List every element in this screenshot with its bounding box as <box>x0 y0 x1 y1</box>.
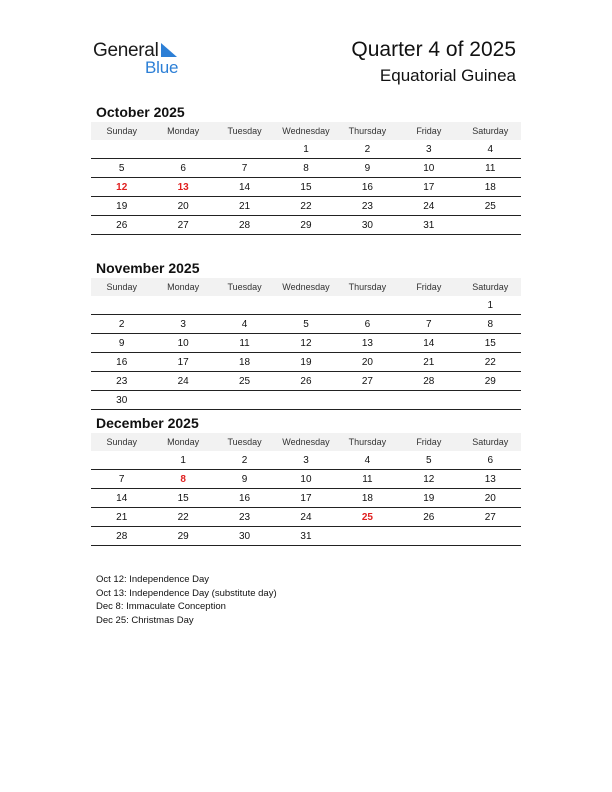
day-cell: 7 <box>398 315 459 334</box>
day-cell: 3 <box>275 451 336 470</box>
week-row <box>91 178 521 197</box>
holiday-note: Dec 8: Immaculate Conception <box>96 601 226 613</box>
day-cell: 20 <box>460 489 521 508</box>
weekday-header: Sunday <box>91 122 152 140</box>
day-cell: 23 <box>337 197 398 216</box>
weekday-header: Monday <box>152 278 213 296</box>
day-cell: 14 <box>398 334 459 353</box>
day-cell: 19 <box>91 197 152 216</box>
holiday-note: Oct 13: Independence Day (substitute day) <box>96 587 277 599</box>
week-row <box>91 451 521 470</box>
weekday-header: Tuesday <box>214 433 275 451</box>
day-cell: 8 <box>152 470 213 489</box>
day-cell: 23 <box>91 372 152 391</box>
day-cell: 17 <box>152 353 213 372</box>
day-cell: 27 <box>152 216 213 235</box>
day-cell: 5 <box>275 315 336 334</box>
empty-day-cell <box>460 527 521 546</box>
day-cell: 11 <box>214 334 275 353</box>
day-cell: 7 <box>214 159 275 178</box>
month-october <box>91 102 521 235</box>
day-cell: 28 <box>398 372 459 391</box>
day-cell: 20 <box>152 197 213 216</box>
day-cell: 25 <box>460 197 521 216</box>
weekday-header: Wednesday <box>275 122 336 140</box>
empty-day-cell <box>214 140 275 159</box>
day-cell: 30 <box>214 527 275 546</box>
day-cell: 1 <box>460 296 521 315</box>
month-title: December 2025 <box>96 415 199 431</box>
day-cell: 29 <box>152 527 213 546</box>
month-title: November 2025 <box>96 260 200 276</box>
day-cell: 13 <box>460 470 521 489</box>
empty-day-cell <box>337 296 398 315</box>
day-cell: 31 <box>275 527 336 546</box>
day-cell: 26 <box>275 372 336 391</box>
day-cell: 29 <box>460 372 521 391</box>
day-cell: 1 <box>152 451 213 470</box>
day-cell: 19 <box>275 353 336 372</box>
day-cell: 22 <box>460 353 521 372</box>
day-cell: 9 <box>214 470 275 489</box>
day-cell: 21 <box>398 353 459 372</box>
weekday-header: Saturday <box>460 278 521 296</box>
day-cell: 16 <box>337 178 398 197</box>
day-cell: 22 <box>275 197 336 216</box>
day-cell: 11 <box>337 470 398 489</box>
weekday-header: Monday <box>152 433 213 451</box>
day-cell: 29 <box>275 216 336 235</box>
day-cell: 21 <box>91 508 152 527</box>
day-cell: 6 <box>152 159 213 178</box>
empty-day-cell <box>275 296 336 315</box>
day-cell: 15 <box>460 334 521 353</box>
day-cell: 30 <box>337 216 398 235</box>
weekday-header: Friday <box>398 122 459 140</box>
weekday-header: Wednesday <box>275 433 336 451</box>
week-row <box>91 334 521 353</box>
day-cell: 8 <box>460 315 521 334</box>
weekday-header: Sunday <box>91 278 152 296</box>
day-cell: 8 <box>275 159 336 178</box>
empty-day-cell <box>91 296 152 315</box>
day-cell: 6 <box>337 315 398 334</box>
page-title: Quarter 4 of 2025 <box>351 38 516 61</box>
day-cell: 12 <box>275 334 336 353</box>
calendar-table <box>91 278 521 410</box>
month-december <box>91 413 521 546</box>
month-november <box>91 258 521 410</box>
empty-day-cell <box>398 391 459 410</box>
empty-day-cell <box>91 140 152 159</box>
day-cell: 27 <box>337 372 398 391</box>
day-cell: 9 <box>337 159 398 178</box>
day-cell: 21 <box>214 197 275 216</box>
day-cell: 6 <box>460 451 521 470</box>
day-cell: 16 <box>214 489 275 508</box>
week-row <box>91 216 521 235</box>
logo-triangle-icon <box>161 43 177 57</box>
day-cell: 10 <box>275 470 336 489</box>
day-cell: 26 <box>91 216 152 235</box>
day-cell: 4 <box>214 315 275 334</box>
day-cell: 23 <box>214 508 275 527</box>
empty-day-cell <box>214 296 275 315</box>
day-cell: 18 <box>460 178 521 197</box>
week-row <box>91 353 521 372</box>
day-cell: 16 <box>91 353 152 372</box>
logo-blue-text: Blue <box>145 58 179 77</box>
day-cell: 14 <box>214 178 275 197</box>
day-cell: 12 <box>398 470 459 489</box>
day-cell: 25 <box>214 372 275 391</box>
holiday-note: Dec 25: Christmas Day <box>96 615 194 627</box>
day-cell: 20 <box>337 353 398 372</box>
day-cell: 11 <box>460 159 521 178</box>
day-cell: 2 <box>91 315 152 334</box>
day-cell: 14 <box>91 489 152 508</box>
day-cell: 19 <box>398 489 459 508</box>
day-cell: 10 <box>152 334 213 353</box>
day-cell: 12 <box>91 178 152 197</box>
empty-day-cell <box>275 391 336 410</box>
empty-day-cell <box>460 391 521 410</box>
day-cell: 27 <box>460 508 521 527</box>
holiday-note: Oct 12: Independence Day <box>96 574 210 585</box>
empty-day-cell <box>398 527 459 546</box>
day-cell: 25 <box>337 508 398 527</box>
empty-day-cell <box>152 140 213 159</box>
weekday-header: Monday <box>152 122 213 140</box>
week-row <box>91 296 521 315</box>
day-cell: 24 <box>152 372 213 391</box>
day-cell: 10 <box>398 159 459 178</box>
logo <box>93 40 193 80</box>
day-cell: 22 <box>152 508 213 527</box>
empty-day-cell <box>398 296 459 315</box>
country-name: Equatorial Guinea <box>379 66 516 85</box>
day-cell: 15 <box>152 489 213 508</box>
week-row <box>91 508 521 527</box>
week-row <box>91 140 521 159</box>
day-cell: 17 <box>275 489 336 508</box>
week-row <box>91 527 521 546</box>
weekday-header: Tuesday <box>214 122 275 140</box>
empty-day-cell <box>91 451 152 470</box>
month-title: October 2025 <box>96 104 185 120</box>
empty-day-cell <box>152 391 213 410</box>
day-cell: 1 <box>275 140 336 159</box>
day-cell: 13 <box>337 334 398 353</box>
day-cell: 28 <box>214 216 275 235</box>
week-row <box>91 470 521 489</box>
day-cell: 4 <box>460 140 521 159</box>
day-cell: 18 <box>337 489 398 508</box>
calendar-table <box>91 433 521 546</box>
week-row <box>91 315 521 334</box>
day-cell: 7 <box>91 470 152 489</box>
week-row <box>91 197 521 216</box>
week-row <box>91 391 521 410</box>
weekday-header: Saturday <box>460 122 521 140</box>
weekday-header: Thursday <box>337 433 398 451</box>
day-cell: 31 <box>398 216 459 235</box>
day-cell: 5 <box>91 159 152 178</box>
weekday-header: Sunday <box>91 433 152 451</box>
weekday-header: Thursday <box>337 278 398 296</box>
day-cell: 4 <box>337 451 398 470</box>
weekday-header: Wednesday <box>275 278 336 296</box>
week-row <box>91 159 521 178</box>
weekday-header: Friday <box>398 433 459 451</box>
day-cell: 24 <box>275 508 336 527</box>
day-cell: 30 <box>91 391 152 410</box>
weekday-header: Saturday <box>460 433 521 451</box>
empty-day-cell <box>214 391 275 410</box>
day-cell: 26 <box>398 508 459 527</box>
day-cell: 2 <box>214 451 275 470</box>
empty-day-cell <box>337 527 398 546</box>
weekday-header: Thursday <box>337 122 398 140</box>
day-cell: 24 <box>398 197 459 216</box>
calendar-table <box>91 122 521 235</box>
empty-day-cell <box>337 391 398 410</box>
weekday-header: Tuesday <box>214 278 275 296</box>
empty-day-cell <box>460 216 521 235</box>
day-cell: 5 <box>398 451 459 470</box>
day-cell: 13 <box>152 178 213 197</box>
day-cell: 17 <box>398 178 459 197</box>
holiday-notes <box>96 573 277 628</box>
week-row <box>91 489 521 508</box>
day-cell: 2 <box>337 140 398 159</box>
week-row <box>91 372 521 391</box>
day-cell: 15 <box>275 178 336 197</box>
day-cell: 9 <box>91 334 152 353</box>
day-cell: 3 <box>152 315 213 334</box>
day-cell: 28 <box>91 527 152 546</box>
empty-day-cell <box>152 296 213 315</box>
logo-general-text: General <box>93 40 159 61</box>
day-cell: 3 <box>398 140 459 159</box>
weekday-header: Friday <box>398 278 459 296</box>
day-cell: 18 <box>214 353 275 372</box>
